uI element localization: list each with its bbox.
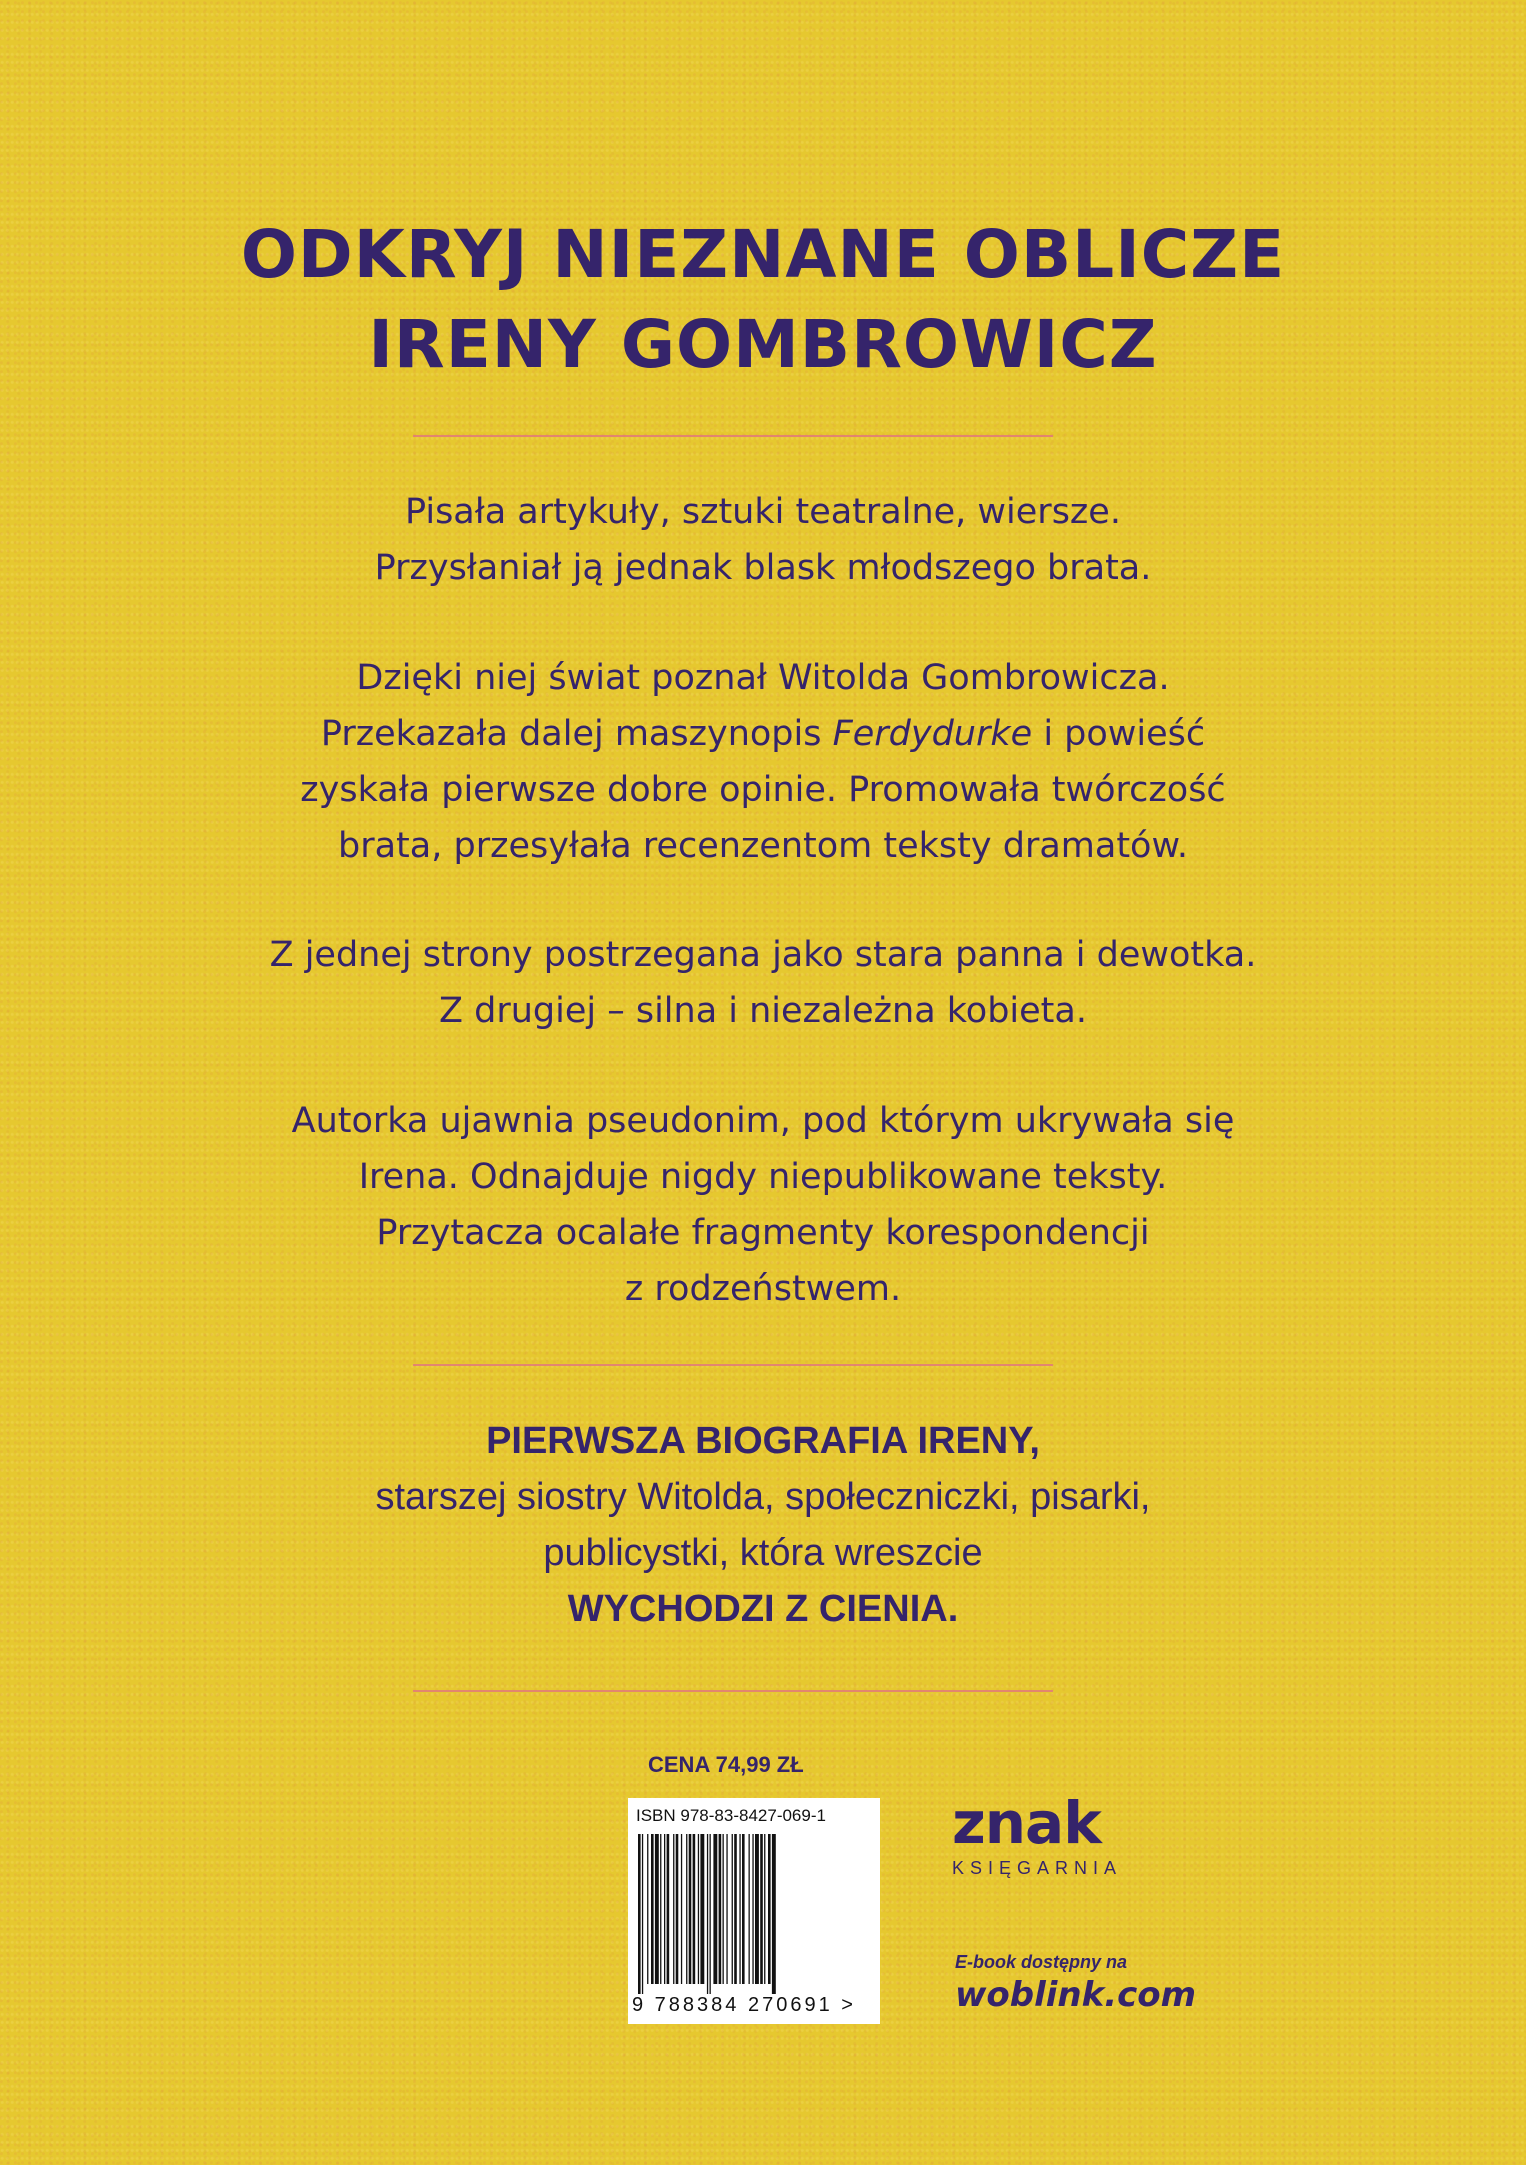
- barcode-bar: [768, 1834, 771, 1984]
- blurb-p4-line-1: Autorka ujawnia pseudonim, pod którym ukrywała się: [291, 1101, 1235, 1141]
- blurb-p1-line-1: Pisała artykuły, sztuki teatralne, wiersze.: [405, 492, 1121, 532]
- barcode-bar: [676, 1834, 679, 1984]
- final-line-2: starszej siostry Witolda, społeczniczki, pisarki,: [375, 1476, 1151, 1518]
- barcode-bar: [707, 1834, 708, 1994]
- barcode-bar: [710, 1834, 711, 1994]
- barcode-bar: [660, 1834, 661, 1984]
- ebook-store-logo: woblink.com: [955, 1975, 1197, 2015]
- barcode-bar: [719, 1834, 722, 1984]
- barcode-bar: [664, 1834, 665, 1984]
- barcode-bar: [732, 1834, 733, 1984]
- blurb-p2-line-2-start: Przekazała dalej maszynopis: [320, 714, 833, 754]
- barcode-bar: [681, 1834, 682, 1984]
- blurb-p2-line-2: [0, 706, 1526, 762]
- price-label: CENA 74,99 ZŁ: [648, 1752, 804, 1777]
- blurb-paragraph-3: [0, 927, 1526, 1039]
- book-title-ferdydurke: Ferdydurke: [832, 714, 1033, 754]
- blurb-p2-line-4: brata, przesyłała recenzentom teksty dramatów.: [338, 826, 1188, 866]
- isbn-number: ISBN 978-83-8427-069-1: [636, 1806, 826, 1825]
- publisher-subtitle: KSIĘGARNIA: [952, 1858, 1123, 1878]
- biography-statement: [0, 1413, 1526, 1637]
- barcode-bar: [734, 1834, 737, 1984]
- ebook-note: E-book dostępny na: [955, 1952, 1128, 1972]
- divider-middle: [413, 1364, 1053, 1366]
- barcode-bar: [655, 1834, 659, 1984]
- barcode-bar: [698, 1834, 699, 1984]
- final-line-4: WYCHODZI Z CIENIA.: [567, 1588, 959, 1630]
- blurb-paragraph-4: [0, 1093, 1526, 1317]
- barcode-bar: [752, 1834, 753, 1984]
- barcode-bar: [764, 1834, 765, 1984]
- barcode-bar: [700, 1834, 704, 1984]
- barcode-bar: [742, 1834, 745, 1984]
- divider-top: [413, 435, 1053, 437]
- blurb-p2-line-1: Dzięki niej świat poznał Witolda Gombrowicza.: [356, 658, 1170, 698]
- barcode-bar: [755, 1834, 759, 1984]
- barcode-bar: [667, 1834, 670, 1984]
- blurb-p2-line-2-end: i powieść: [1032, 714, 1206, 754]
- barcode-bars: [638, 1834, 870, 1994]
- barcode-bar: [689, 1834, 692, 1984]
- barcode-digits: 9 788384 270691 >: [632, 1994, 856, 2016]
- final-line-1: PIERWSZA BIOGRAFIA IRENY,: [486, 1420, 1040, 1462]
- barcode-bar: [772, 1834, 776, 1994]
- blurb-p3-line-1: Z jednej strony postrzegana jako stara panna i dewotka.: [269, 935, 1257, 975]
- blurb-p1-line-2: Przysłaniał ją jednak blask młodszego brata.: [374, 548, 1152, 588]
- barcode-bar: [749, 1834, 750, 1984]
- blurb-p3-line-2: Z drugiej – silna i niezależna kobieta.: [439, 991, 1087, 1031]
- blurb-p4-line-4: z rodzeństwem.: [624, 1269, 902, 1309]
- blurb-p2-line-3: zyskała pierwsze dobre opinie. Promowała twórczość: [300, 770, 1226, 810]
- barcode-bar: [739, 1834, 740, 1984]
- barcode-bar: [693, 1834, 696, 1984]
- barcode-bar: [760, 1834, 763, 1984]
- barcode-bar: [686, 1834, 687, 1984]
- blurb-p4-line-2: Irena. Odnajduje nigdy niepublikowane teksty.: [358, 1157, 1168, 1197]
- isbn-barcode: [628, 1798, 880, 2024]
- blurb-paragraph-2: [0, 650, 1526, 874]
- barcode-bar: [642, 1834, 643, 1994]
- barcode-bar: [723, 1834, 724, 1984]
- publisher-name: znak: [952, 1789, 1101, 1857]
- cover-headline: [0, 210, 1526, 390]
- barcode-bar: [651, 1834, 654, 1984]
- final-line-3: publicystki, która wreszcie: [543, 1532, 983, 1574]
- barcode-bar: [638, 1834, 641, 1994]
- blurb-p4-line-3: Przytacza ocalałe fragmenty korespondencji: [376, 1213, 1150, 1253]
- headline-line-1: ODKRYJ NIEZNANE OBLICZE: [240, 216, 1286, 293]
- ebook-availability: [955, 1952, 1205, 2015]
- divider-bottom: [413, 1690, 1053, 1692]
- barcode-bar: [647, 1834, 648, 1984]
- barcode-bar: [673, 1834, 674, 1984]
- publisher-logo: [952, 1790, 1172, 1900]
- blurb-paragraph-1: [0, 484, 1526, 596]
- barcode-bar: [726, 1834, 727, 1984]
- headline-line-2: IRENY GOMBROWICZ: [368, 306, 1158, 383]
- barcode-bar: [713, 1834, 717, 1984]
